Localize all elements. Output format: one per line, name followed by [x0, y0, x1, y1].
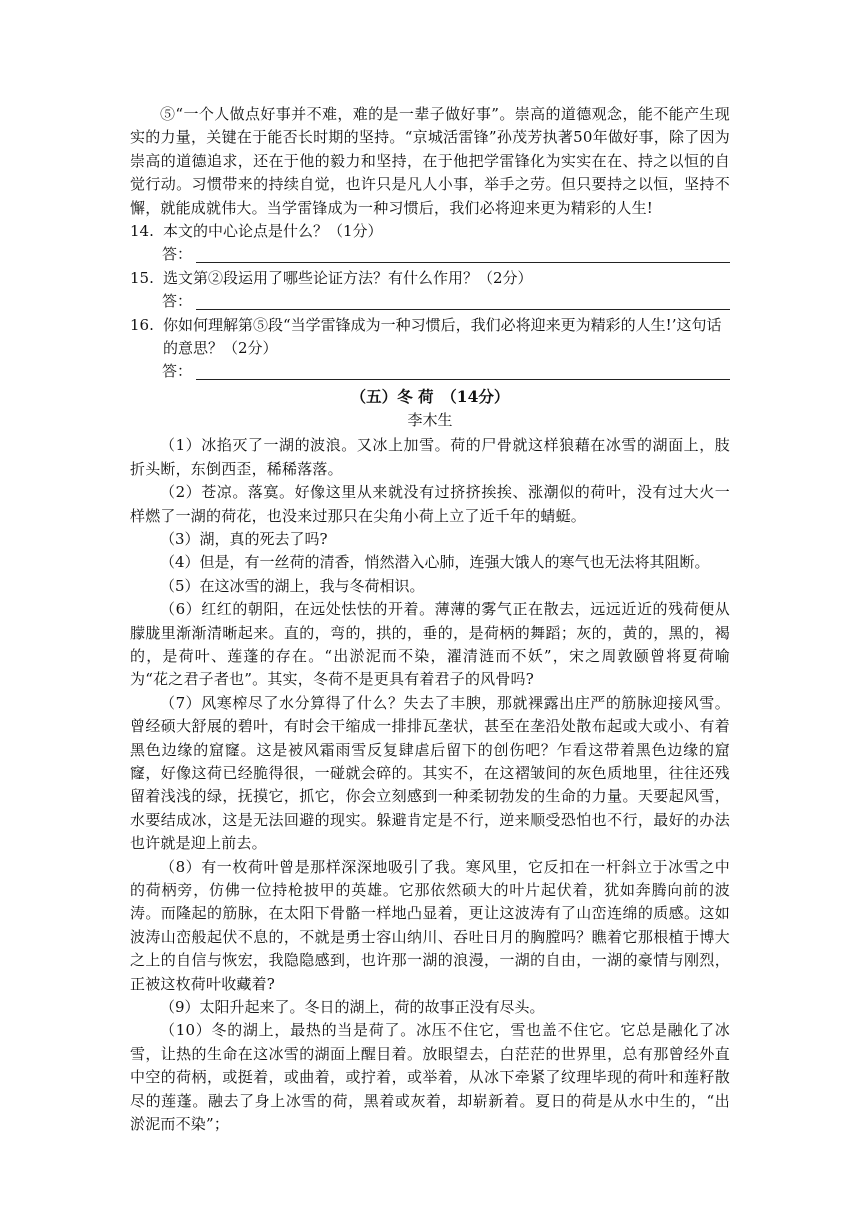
question-16: [130, 314, 730, 384]
question-14: [130, 220, 730, 267]
answer-blank-line[interactable]: [196, 246, 730, 263]
article-paragraph-7: （7）风寒榨尽了水分算得了什么？失去了丰腴，那就裸露出庄严的筋脉迎接风雪。曾经硕大舒展的碧叶，有时会干缩成一排排瓦垄状，甚至在垄沿处散布起或大或小、有着黑色边缘的窟窿。这是被风霜雨雪反复肆虐后留下的创伤吧？乍看这带着黑色边缘的窟窿，好像这荷已经脆得很，一碰就会碎的。其实不，在这褶皱间的灰色质地里，往往还残留着浅浅的绿，抚摸它，抓它，你会立刻感到一种柔韧勃发的生命的力量。天要起风雪，水要结成冰，这是无法回避的现实。躲避肯定是不行，逆来顺受恐怕也不行，最好的办法也许就是迎上前去。: [130, 693, 730, 853]
question-number: 14.: [130, 222, 154, 241]
article-paragraph-6: （6）红红的朝阳，在远处怯怯的开着。薄薄的雾气正在散去，远远近近的残荷便从朦胧里渐渐清晰起来。直的，弯的，拱的，垂的，是荷柄的舞蹈；灰的，黄的，黑的，褐的，是荷叶、莲蓬的存在。“出淤泥而不染，濯清涟而不妖”，宋之周敦颐曾将夏荷喻为“花之君子者也”。其实，冬荷不是更具有着君子的风骨吗?: [130, 600, 730, 689]
section-title: （五）冬 荷 （14分）: [350, 386, 510, 406]
article-paragraph-5: （5）在这冰雪的湖上，我与冬荷相识。: [160, 576, 425, 595]
question-number: 15.: [130, 268, 154, 287]
answer-label: 答：: [162, 362, 193, 381]
question-number: 16.: [130, 315, 154, 334]
question-text: 选文第②段运用了哪些论证方法？有什么作用？（2分）: [163, 268, 533, 287]
article-paragraph-1: （1）冰掐灭了一湖的波浪。又冰上加雪。荷的尸骨就这样狼藉在冰雪的湖面上，肢折头断，东倒西歪，稀稀落落。: [130, 436, 730, 478]
exam-page: [130, 103, 730, 1136]
passage-paragraph-5: ⑤“一个人做点好事并不难，难的是一辈子做好事”。崇高的道德观念，能不能产生现实的力量，关键在于能否长时期的坚持。“京城活雷锋”孙茂芳执著50年做好事，除了因为崇高的道德追求，还在于他的毅力和坚持，在于他把学雷锋化为实实在在、持之以恒的自觉行动。习惯带来的持续自觉，也许只是凡人小事，举手之劳。但只要持之以恒，坚持不懈，就能成就伟大。当学雷锋成为一种习惯后，我们必将迎来更为精彩的人生!: [130, 105, 730, 217]
question-text: 本文的中心论点是什么？（1分）: [163, 222, 383, 241]
answer-row: [162, 243, 730, 266]
article-paragraph-9: （9）太阳升起来了。冬日的湖上，荷的故事正没有尽头。: [160, 998, 545, 1017]
author-name: 李木生: [407, 411, 453, 430]
answer-blank-line[interactable]: [196, 363, 730, 380]
article-paragraph-3: （3）湖，真的死去了吗?: [160, 529, 328, 548]
article-paragraph-4: （4）但是，有一丝荷的清香，悄然潜入心肺，连强大饿人的寒气也无法将其阻断。: [160, 553, 710, 572]
answer-label: 答：: [162, 245, 193, 264]
answer-row: [162, 290, 730, 313]
article-paragraph-2: （2）苍凉。落寞。好像这里从来就没有过挤挤挨挨、涨潮似的荷叶，没有过大火一样燃了一湖的荷花，也没来过那只在尖角小荷上立了近千年的蜻蜓。: [130, 483, 730, 525]
answer-blank-line[interactable]: [196, 293, 730, 310]
question-15: [130, 267, 730, 314]
answer-row: [162, 360, 730, 383]
question-text: 你如何理解第⑤段“当学雷锋成为一种习惯后，我们必将迎来更为精彩的人生!’这句话的意思？（2分）: [163, 315, 722, 358]
answer-label: 答：: [162, 292, 193, 311]
article-paragraph-10: （10）冬的湖上，最热的当是荷了。冰压不住它，雪也盖不住它。它总是融化了冰雪，让热的生命在这冰雪的湖面上醒目着。放眼望去，白茫茫的世界里，总有那曾经外直中空的荷柄，或挺着，或曲着，或拧着，或举着，从冰下牵紧了纹理毕现的荷叶和莲籽散尽的莲蓬。融去了身上冰雪的荷，黑着或灰着，却崭新着。夏日的荷是从水中生的，“出淤泥而不染”；: [130, 1021, 730, 1134]
article-paragraph-8: （8）有一枚荷叶曾是那样深深地吸引了我。寒风里，它反扣在一杆斜立于冰雪之中的荷柄旁，仿佛一位持枪披甲的英雄。它那依然硕大的叶片起伏着，犹如奔腾向前的波涛。而隆起的筋脉，在太阳下骨骼一样地凸显着，更让这波涛有了山峦连绵的质感。这如波涛山峦般起伏不息的，不就是勇士容山纳川、吞吐日月的胸膛吗？瞧着它那根植于博大之上的自信与恢宏，我隐隐感到，也许那一湖的浪漫，一湖的自由，一湖的豪情与刚烈，正被这枚荷叶收藏着?: [130, 857, 730, 993]
